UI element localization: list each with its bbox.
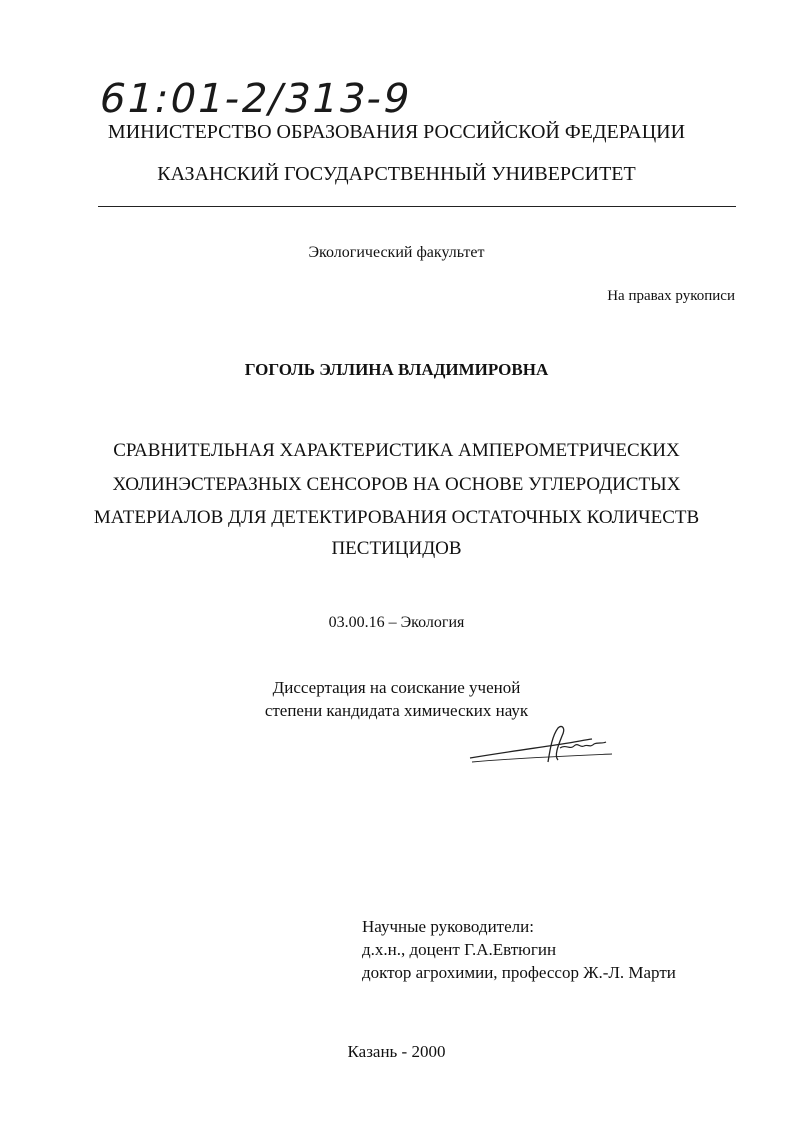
faculty-name: Экологический факультет [308, 244, 485, 261]
title-line: ПЕСТИЦИДОВ [331, 538, 462, 559]
title-line: МАТЕРИАЛОВ ДЛЯ ДЕТЕКТИРОВАНИЯ ОСТАТОЧНЫХ КОЛИЧЕСТВ [93, 507, 700, 528]
rights-note: На правах рукописи [607, 288, 735, 304]
university-heading: КАЗАНСКИЙ ГОСУДАРСТВЕННЫЙ УНИВЕРСИТЕТ [157, 163, 636, 185]
supervisor-first: д.х.н., доцент Г.А.Евтюгин [362, 940, 557, 959]
author-name: ГОГОЛЬ ЭЛЛИНА ВЛАДИМИРОВНА [244, 360, 549, 379]
supervisors-heading: Научные руководители: [362, 917, 534, 936]
title-line: СРАВНИТЕЛЬНАЯ ХАРАКТЕРИСТИКА АМПЕРОМЕТРИЧЕСКИХ [113, 440, 680, 461]
ministry-heading: МИНИСТЕРСТВО ОБРАЗОВАНИЯ РОССИЙСКОЙ ФЕДЕРАЦИИ [107, 121, 686, 143]
dissertation-line-2: степени кандидата химических наук [264, 701, 529, 720]
specialty-code: 03.00.16 – Экология [328, 614, 465, 631]
title-line: ХОЛИНЭСТЕРАЗНЫХ СЕНСОРОВ НА ОСНОВЕ УГЛЕРОДИСТЫХ [112, 474, 681, 495]
city-year: Казань - 2000 [347, 1042, 446, 1061]
supervisor-second: доктор агрохимии, профессор Ж.-Л. Марти [362, 963, 676, 982]
dissertation-line-1: Диссертация на соискание ученой [272, 678, 521, 697]
author-signature [466, 722, 616, 770]
handwritten-archive-number: 61:01-2/313-9 [95, 76, 416, 122]
header-divider [98, 206, 736, 207]
